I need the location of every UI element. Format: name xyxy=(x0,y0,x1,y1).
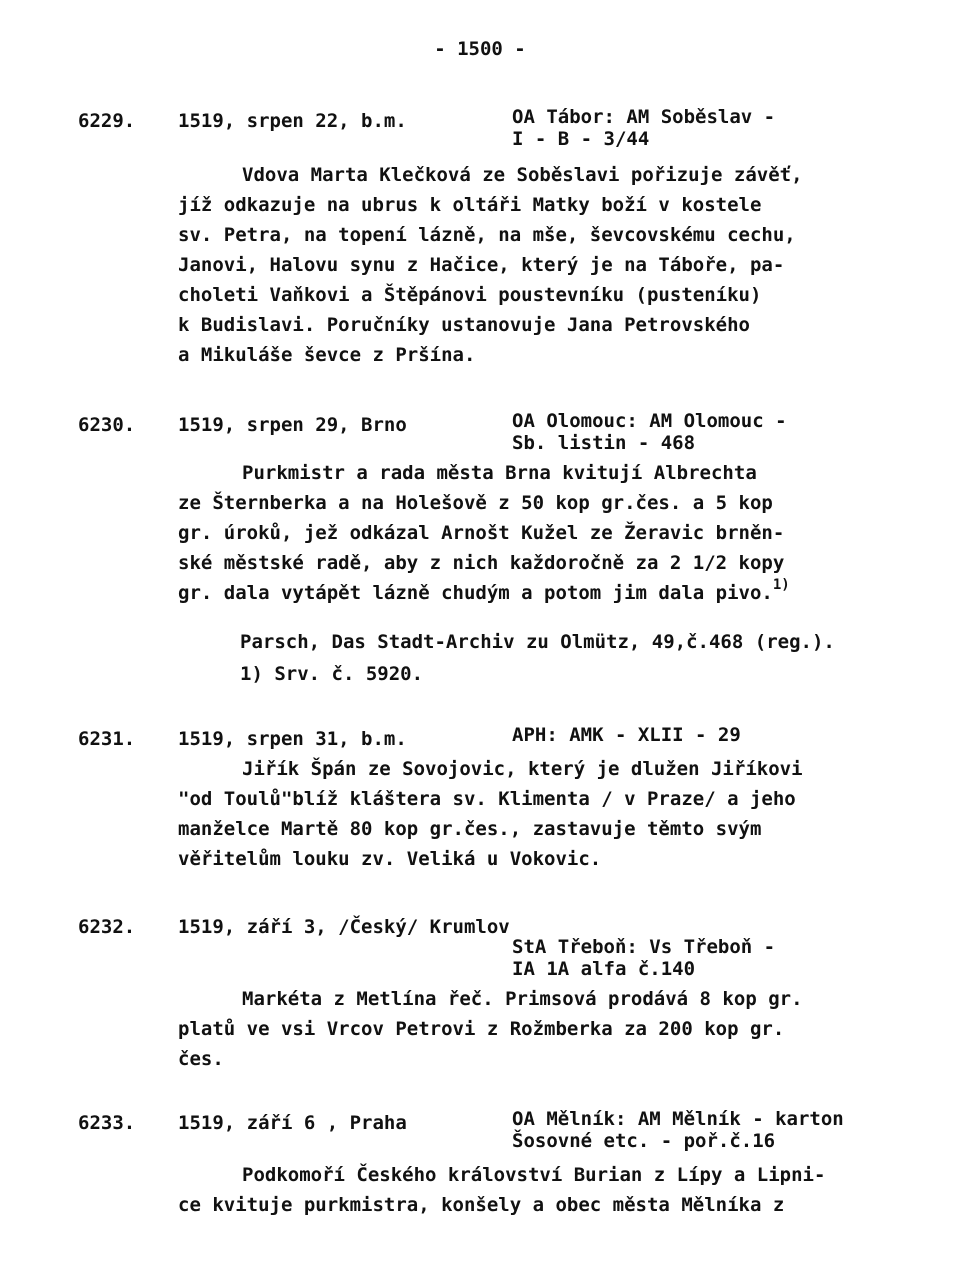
entry-date: 1519, září 3, /Český/ Krumlov xyxy=(178,916,510,938)
entry-abstract xyxy=(178,984,858,1074)
text-line: choleti Vaňkovi a Štěpánovi poustevníku (pusteníku) xyxy=(178,284,762,306)
entry-archive-reference: StA Třeboň: Vs Třeboň - IA 1A alfa č.140 xyxy=(512,936,776,980)
text-line: jíž odkazuje na ubrus k oltáři Matky boží v kostele xyxy=(178,194,762,216)
entry-archive-reference: OA Olomouc: AM Olomouc - Sb. listin - 468 xyxy=(512,410,787,454)
text-line: čes. xyxy=(178,1048,224,1070)
entry-date: 1519, září 6 , Praha xyxy=(178,1112,407,1134)
text-line: Markéta z Metlína řeč. Primsová prodává 8 kop gr. xyxy=(242,988,803,1010)
text-line: Purkmistr a rada města Brna kvitují Albrechta xyxy=(242,462,757,484)
text-line: gr. úroků, jež odkázal Arnošt Kužel ze Žeravic brněn- xyxy=(178,522,785,544)
text-line xyxy=(178,578,858,608)
entry-abstract xyxy=(178,160,858,370)
entry-abstract xyxy=(178,458,858,608)
entry-date: 1519, srpen 31, b.m. xyxy=(178,728,407,750)
entry-abstract xyxy=(178,754,858,874)
text-line: k Budislavi. Poručníky ustanovuje Jana Petrovského xyxy=(178,314,750,336)
text-line: ce kvituje purkmistra, konšely a obec města Mělníka z xyxy=(178,1194,785,1216)
entry-number: 6229. xyxy=(78,110,136,132)
text-line: sv. Petra, na topení lázně, na mše, ševcovskému cechu, xyxy=(178,224,796,246)
text-line: "od Toulů"blíž kláštera sv. Klimenta / v Praze/ a jeho xyxy=(178,788,796,810)
entry-archive-reference: APH: AMK - XLII - 29 xyxy=(512,724,741,746)
text-line: Janovi, Halovu synu z Hačice, který je na Táboře, pa- xyxy=(178,254,785,276)
entry-date: 1519, srpen 22, b.m. xyxy=(178,110,407,132)
text-line: manželce Martě 80 kop gr.čes., zastavuje těmto svým xyxy=(178,818,762,840)
text-line-content: gr. dala vytápět lázně chudým a potom jim dala pivo. xyxy=(178,582,773,604)
entry-abstract xyxy=(178,1160,858,1220)
entry-number: 6233. xyxy=(78,1112,136,1134)
text-line: Jiřík Špán ze Sovojovic, který je dlužen Jiříkovi xyxy=(242,758,803,780)
text-line: ské městské radě, aby z nich každoročně za 2 1/2 kopy xyxy=(178,552,785,574)
text-line: platů ve vsi Vrcov Petrovi z Rožmberka za 200 kop gr. xyxy=(178,1018,785,1040)
text-line: Vdova Marta Klečková ze Soběslavi pořizuje závěť, xyxy=(242,164,803,186)
entry-number: 6230. xyxy=(78,414,136,436)
entry-archive-reference: OA Tábor: AM Soběslav - I - B - 3/44 xyxy=(512,106,776,150)
entry-number: 6232. xyxy=(78,916,136,938)
entry-number: 6231. xyxy=(78,728,136,750)
footnote-marker: 1) xyxy=(772,577,790,593)
footnote-text: 1) Srv. č. 5920. xyxy=(240,663,424,685)
entry-date: 1519, srpen 29, Brno xyxy=(178,414,407,436)
page-number: - 1500 - xyxy=(434,38,526,60)
text-line: ze Šternberka a na Holešově z 50 kop gr.čes. a 5 kop xyxy=(178,492,773,514)
text-line: věřitelům louku zv. Veliká u Vokovic. xyxy=(178,848,602,870)
text-line: Podkomoří Českého království Burian z Lípy a Lipni- xyxy=(242,1164,826,1186)
literature-reference: Parsch, Das Stadt-Archiv zu Olmütz, 49,č.468 (reg.). xyxy=(240,631,835,653)
entry-archive-reference: OA Mělník: AM Mělník - karton Šosovné etc. - poř.č.16 xyxy=(512,1108,844,1152)
text-line: a Mikuláše ševce z Pršína. xyxy=(178,344,476,366)
entry-notes xyxy=(240,626,940,690)
